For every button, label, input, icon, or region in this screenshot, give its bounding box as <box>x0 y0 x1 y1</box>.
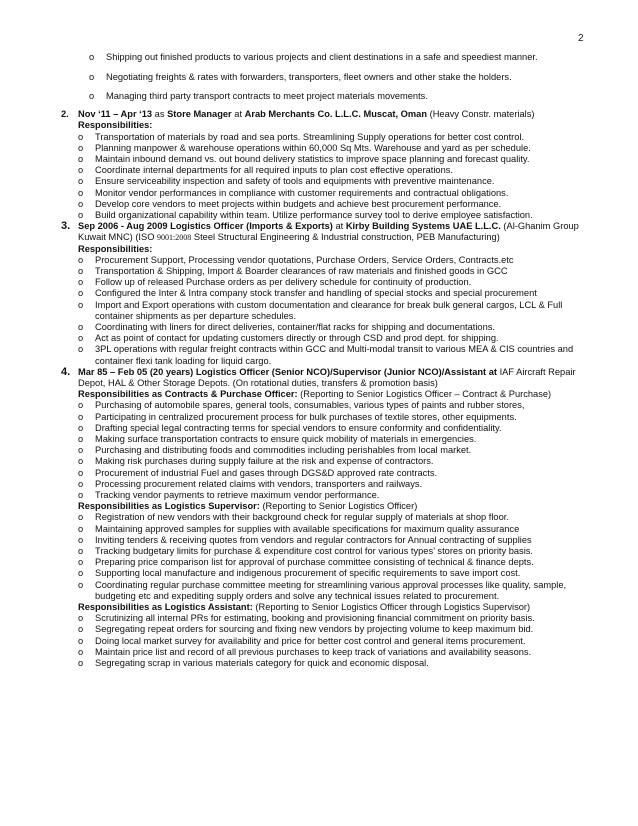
list-item: o Managing third party transport contracts to meet project materials movements. <box>78 91 598 102</box>
job-header: Nov ‘11 – Apr ‘13 as Store Manager at Arab Merchants Co. L.L.C. Muscat, Oman (Heavy Constr. materials) <box>78 109 535 120</box>
job-body <box>78 367 598 669</box>
section-heading: Responsibilities as Logistics Supervisor: (Reporting to Senior Logistics Officer) <box>78 501 418 512</box>
responsibilities-heading: Responsibilities: <box>78 243 153 254</box>
list-item: o Import and Export operations with custom documentation and clearance for break bulk general cargos, LCL & Full container shipments as per departure schedules. <box>78 299 563 321</box>
job-entry-3 <box>61 220 598 367</box>
list-item: o Coordinating with liners for direct deliveries, container/flat racks for shipping and documentations. <box>78 321 495 332</box>
top-bullet-list <box>78 52 598 103</box>
list-item: o Making risk purchases during supply failure at the risk and expense of contractors. <box>78 456 434 467</box>
job-dates: Nov ‘11 – Apr ‘13 <box>78 109 153 120</box>
list-item: o Processing procurement related claims with vendors, transporters and railways. <box>78 478 423 489</box>
list-item: o Supporting local manufacture and indigenous procurement of specific requirements to save import cost. <box>78 568 521 579</box>
bullet-marker: o <box>89 91 95 102</box>
list-item: o Purchasing of automobile spares, general tools, consumables, various types of paints and rubber stores, <box>78 400 525 411</box>
job-dates-title: Sep 2006 - Aug 2009 Logistics Officer (Imports & Exports) <box>78 221 333 232</box>
list-item: o Participating in centralized procurement process for bulk purchases of textile stores, other equipments. <box>78 411 517 422</box>
list-item: o Procurement of industrial Fuel and gases through DGS&D approved rate contracts. <box>78 467 438 478</box>
job-header: Mar 85 – Feb 05 (20 years) Logistics Officer (Senior NCO)/Supervisor (Junior NCO)/Assistant at IAF Aircraft Repair Depot, HAL & Other Storage Depots. (On rotational duties, transfers & promotion basis) <box>78 366 576 388</box>
list-item: o Segregating scrap in various materials category for quick and economic disposal. <box>78 658 429 669</box>
job-dates-title: Mar 85 – Feb 05 (20 years) Logistics Officer (Senior NCO)/Supervisor (Junior NCO)/Assistant at <box>78 366 497 377</box>
bullet-marker: o <box>89 52 95 62</box>
list-item: o Negotiating freights & rates with forwarders, transporters, fleet owners and other stake the holders. <box>78 72 598 83</box>
job-body <box>78 109 598 221</box>
list-item: o Develop core vendors to meet projects within budgets and achieve best procurement performance. <box>78 198 502 209</box>
list-item: o Shipping out finished products to various projects and client destinations in a safe and speediest manner. <box>78 52 598 63</box>
list-item: o Configured the Inter & Intra company stock transfer and handling of special stocks and special procurement <box>78 288 537 299</box>
list-item: o Planning manpower & warehouse operations within 60,000 Sq Mts. Warehouse and yard as per schedule. <box>78 142 531 153</box>
list-item: o Inviting tenders & receiving quotes from vendors and regular contractors for Annual contracting of supplies <box>78 534 532 545</box>
list-item: o Build organizational capability within team. Utilize performance survey tool to derive employee satisfaction. <box>78 209 533 220</box>
section-contracts-purchase <box>78 389 598 501</box>
list-item: o 3PL operations with regular freight contracts within GCC and Multi-modal transit to various MEA & CIS countries and container flexi tank loading for liquid cargo. <box>78 344 574 366</box>
iso-number: 9001:2008 <box>157 233 192 243</box>
section-heading: Responsibilities as Contracts & Purchase Officer: (Reporting to Senior Logistics Officer – Contract & Purchase) <box>78 389 552 400</box>
job-number: 3. <box>61 220 71 233</box>
list-item: o Drafting special legal contracting terms for special vendors to ensure conformity and confidentiality. <box>78 422 502 433</box>
bullet-marker: o <box>89 71 95 82</box>
list-item: o Transportation of materials by road and sea ports. Streamlining Supply operations for better cost control. <box>78 131 525 142</box>
job-title: Store Manager <box>167 109 232 120</box>
list-item: o Coordinate internal departments for all required inputs to plan cost effective operations. <box>78 165 453 176</box>
section-logistics-supervisor <box>78 501 598 602</box>
list-item: o Scrutinizing all internal PRs for estimating, booking and provisioning financial commitment on priority basis. <box>78 613 535 624</box>
company-name: Arab Merchants Co. L.L.C. Muscat, Oman <box>244 109 427 120</box>
list-item: o Act as point of contact for updating customers directly or through CSD and prod dept. for shipping. <box>78 333 499 344</box>
list-item: o Registration of new vendors with their background check for regular supply of materials at shop floor. <box>78 512 509 523</box>
job-number: 2. <box>61 109 69 120</box>
list-item: o Procurement Support, Processing vendor quotations, Purchase Orders, Service Orders, Contracts.etc <box>78 254 514 265</box>
document-body <box>61 52 598 669</box>
job-entry-4 <box>61 365 598 669</box>
list-item: o Doing local market survey for availability and price for better cost control and general items procurement. <box>78 635 526 646</box>
company-name: Kirby Building Systems UAE L.L.C. <box>345 221 501 232</box>
list-item: o Transportation & Shipping, Import & Boarder clearances of raw materials and finished goods in GCC <box>78 265 508 276</box>
list-item: o Tracking budgetary limits for purchase & expenditure cost control for various types’ stores on priority basis. <box>78 546 534 557</box>
list-item: o Follow up of released Purchase orders as per delivery schedule for continuity of production. <box>78 277 472 288</box>
responsibilities-heading: Responsibilities: <box>78 120 153 131</box>
list-item: o Maintain inbound demand vs. out bound delivery statistics to improve space planning and forecast quality. <box>78 153 530 164</box>
section-heading: Responsibilities as Logistics Assistant: (Reporting to Senior Logistics Officer through Logistics Supervisor) <box>78 602 531 613</box>
job-header: Sep 2006 - Aug 2009 Logistics Officer (Imports & Exports) at Kirby Building Systems UAE L.L.C. (Al-Ghanim Group Kuwait MNC) (ISO 9001:2008 Steel Structural Engineering & Industrial construction, PEB Manufacturing) <box>78 221 579 243</box>
list-item: o Maintain price list and record of all previous purchases to keep track of variations and availability seasons. <box>78 646 532 657</box>
list-item: o Ensure serviceability inspection and safety of tools and equipments with preventive maintenance. <box>78 176 495 187</box>
job-body <box>78 221 598 367</box>
list-item: o Maintaining approved samples for supplies with available specifications for maximum quality assurance <box>78 523 520 534</box>
list-item: o Coordinating regular purchase committee meeting for streamlining various approval processes like quality, sample, budgeting etc and expediting supply orders and solve any technical issues related to procurement. <box>78 579 567 601</box>
section-logistics-assistant <box>78 602 598 669</box>
list-item: o Preparing price comparison list for approval of purchase committee consisting of technical & finance depts. <box>78 557 534 568</box>
job-number: 4. <box>61 365 71 378</box>
job-entry-2 <box>61 109 598 221</box>
list-item: o Segregating repeat orders for sourcing and fixing new vendors by projecting volume to keep maximum bid. <box>78 624 534 635</box>
page-number: 2 <box>578 33 584 44</box>
list-item: o Tracking vendor payments to retrieve maximum vendor performance. <box>78 490 380 501</box>
list-item: o Purchasing and distributing foods and commodities including perishables from local market. <box>78 445 472 456</box>
list-item: o Monitor vendor performances in compliance with customer requirements and contractual obligations. <box>78 187 509 198</box>
list-item: o Making surface transportation contracts to ensure quick mobility of materials in emergencies. <box>78 434 477 444</box>
